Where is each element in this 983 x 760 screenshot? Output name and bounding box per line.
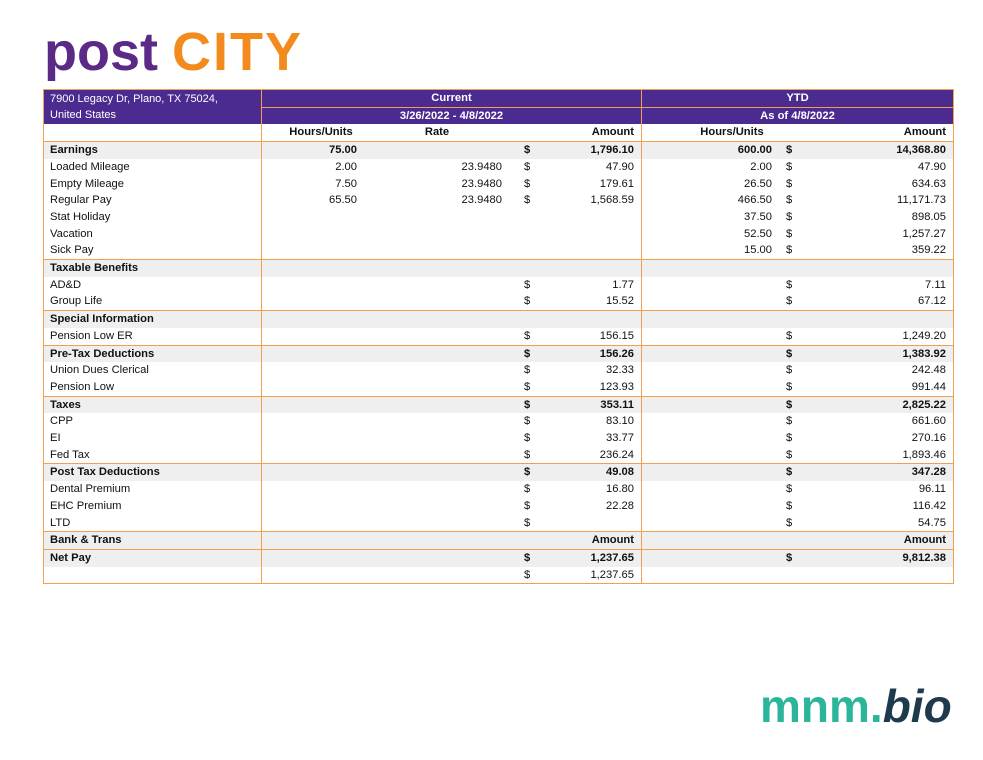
- row-description: Group Life: [44, 293, 262, 310]
- ytd-dollar-sign: $: [786, 448, 793, 461]
- current-rate: 23.9480: [461, 160, 502, 173]
- current-dollar-sign: $: [524, 278, 531, 291]
- current-cell: [262, 515, 642, 532]
- ytd-amount: 1,893.46: [902, 448, 946, 461]
- current-amount: 156.15: [599, 329, 634, 342]
- table-row: [44, 532, 954, 550]
- table-row: [44, 362, 954, 379]
- ytd-cell: [642, 142, 954, 159]
- current-amount: 236.24: [599, 448, 634, 461]
- ytd-amount: 898.05: [911, 210, 946, 223]
- row-description: Empty Mileage: [44, 176, 262, 193]
- ytd-dollar-sign: $: [786, 551, 793, 564]
- ytd-amount: 359.22: [911, 244, 946, 257]
- ytd-hours: 52.50: [744, 227, 772, 240]
- current-amount: 22.28: [606, 499, 634, 512]
- ytd-amount: 7.11: [925, 278, 946, 291]
- row-description: Sick Pay: [44, 242, 262, 259]
- row-description: Taxes: [44, 396, 262, 413]
- row-description: AD&D: [44, 277, 262, 294]
- col-amount: Amount: [591, 126, 634, 139]
- row-description: Fed Tax: [44, 447, 262, 464]
- ytd-amount: 47.90: [918, 160, 946, 173]
- mnm-logo-part1: mnm.: [760, 680, 883, 732]
- mnm-bio-logo: [760, 678, 952, 734]
- current-dollar-sign: $: [524, 144, 531, 157]
- table-row: [44, 293, 954, 310]
- table-row: [44, 159, 954, 176]
- current-hours: 75.00: [329, 144, 357, 157]
- ytd-amount: 242.48: [911, 364, 946, 377]
- row-description: Union Dues Clerical: [44, 362, 262, 379]
- row-description: LTD: [44, 515, 262, 532]
- current-cell: [262, 379, 642, 396]
- table-row: [44, 481, 954, 498]
- current-dollar-sign: $: [524, 499, 531, 512]
- col-ytd-hours-units: Hours/Units: [700, 126, 764, 139]
- current-amount: 1.77: [612, 278, 634, 291]
- ytd-amount: 1,249.20: [902, 329, 946, 342]
- row-description: Pension Low ER: [44, 328, 262, 345]
- table-row: [44, 396, 954, 413]
- ytd-hours: 15.00: [744, 244, 772, 257]
- current-cell: [262, 192, 642, 209]
- current-amount: 83.10: [606, 415, 634, 428]
- ytd-dollar-sign: $: [786, 483, 793, 496]
- current-amount: 179.61: [599, 177, 634, 190]
- ytd-dollar-sign: $: [786, 295, 793, 308]
- table-row: [44, 226, 954, 243]
- current-dollar-sign: $: [524, 329, 531, 342]
- row-description: Taxable Benefits: [44, 260, 262, 277]
- current-cell: [262, 260, 642, 277]
- current-cell: [262, 226, 642, 243]
- current-dollar-sign: $: [524, 364, 531, 377]
- ytd-cell: [642, 226, 954, 243]
- ytd-cell: [642, 311, 954, 328]
- ytd-cell: [642, 192, 954, 209]
- ytd-dollar-sign: $: [786, 177, 793, 190]
- current-cell: [262, 498, 642, 515]
- row-description: Regular Pay: [44, 192, 262, 209]
- row-description: EI: [44, 430, 262, 447]
- table-row: [44, 328, 954, 345]
- current-dollar-sign: $: [524, 398, 531, 411]
- ytd-dollar-sign: $: [786, 499, 793, 512]
- row-description: EHC Premium: [44, 498, 262, 515]
- current-amount: 353.11: [600, 398, 634, 411]
- table-row: [44, 379, 954, 396]
- ytd-amount: 661.60: [911, 415, 946, 428]
- current-dollar-sign: $: [524, 194, 531, 207]
- ytd-amount: 347.28: [911, 466, 946, 479]
- row-description: Earnings: [44, 142, 262, 159]
- current-amount: 49.08: [606, 466, 634, 479]
- current-amount: 16.80: [606, 483, 634, 496]
- ytd-hours: 37.50: [744, 210, 772, 223]
- ytd-amount: 67.12: [918, 295, 946, 308]
- row-description: Loaded Mileage: [44, 159, 262, 176]
- ytd-dollar-sign: $: [786, 398, 793, 411]
- current-dollar-sign: $: [524, 568, 531, 581]
- row-description: CPP: [44, 413, 262, 430]
- current-cell: [262, 464, 642, 481]
- ytd-cell: [642, 159, 954, 176]
- current-cell: [262, 142, 642, 159]
- ytd-cell: [642, 464, 954, 481]
- ytd-cell: [642, 209, 954, 226]
- ytd-amount: 54.75: [918, 516, 946, 529]
- current-dollar-sign: $: [524, 347, 531, 360]
- current-cell: [262, 532, 642, 550]
- current-cell: [262, 481, 642, 498]
- col-ytd-amount: Amount: [903, 126, 946, 139]
- col-hours-units: Hours/Units: [289, 126, 353, 139]
- current-rate: 23.9480: [461, 177, 502, 190]
- table-row: [44, 277, 954, 294]
- row-description: Pension Low: [44, 379, 262, 396]
- current-dollar-sign: $: [524, 160, 531, 173]
- row-description: Net Pay: [44, 549, 262, 566]
- ytd-cell: [642, 481, 954, 498]
- current-dollar-sign: $: [524, 551, 531, 564]
- ytd-amount: 96.11: [918, 483, 946, 496]
- column-header-row: [44, 124, 954, 141]
- table-row: [44, 260, 954, 277]
- current-hours: 2.00: [335, 160, 357, 173]
- current-cell: [262, 277, 642, 294]
- current-cell: [262, 567, 642, 584]
- ytd-cell: [642, 176, 954, 193]
- table-row: [44, 430, 954, 447]
- ytd-amount: 270.16: [911, 432, 946, 445]
- current-amount: 1,237.65: [590, 551, 634, 564]
- ytd-cell: [642, 549, 954, 566]
- row-description: Post Tax Deductions: [44, 464, 262, 481]
- table-row: [44, 142, 954, 159]
- ytd-cell: [642, 498, 954, 515]
- table-row: [44, 498, 954, 515]
- current-cell: [262, 311, 642, 328]
- ytd-amount: 14,368.80: [896, 144, 946, 157]
- table-row: [44, 567, 954, 584]
- current-dollar-sign: $: [524, 466, 531, 479]
- current-hours: 65.50: [329, 194, 357, 207]
- current-amount: Amount: [591, 534, 634, 547]
- current-dollar-sign: $: [524, 516, 531, 529]
- ytd-hours: 2.00: [750, 160, 772, 173]
- current-cell: [262, 159, 642, 176]
- ytd-cell: [642, 345, 954, 362]
- ytd-hours: 26.50: [744, 177, 772, 190]
- ytd-cell: [642, 413, 954, 430]
- ytd-amount: 1,383.92: [902, 347, 946, 360]
- ytd-cell: [642, 293, 954, 310]
- ytd-cell: [642, 515, 954, 532]
- ytd-dollar-sign: $: [786, 210, 793, 223]
- ytd-header: YTD: [642, 90, 954, 108]
- ytd-amount: 116.42: [912, 499, 946, 512]
- row-description: Pre-Tax Deductions: [44, 345, 262, 362]
- current-header: Current: [262, 90, 642, 108]
- ytd-cell: [642, 277, 954, 294]
- current-cell: [262, 413, 642, 430]
- ytd-cell: [642, 328, 954, 345]
- logo-city-text: CITY: [172, 22, 304, 82]
- table-row: [44, 549, 954, 566]
- current-cell: [262, 242, 642, 259]
- ytd-cell: [642, 396, 954, 413]
- current-amount: 1,796.10: [590, 144, 634, 157]
- ytd-dollar-sign: $: [786, 380, 793, 393]
- ytd-cell: [642, 430, 954, 447]
- ytd-amount: 1,257.27: [902, 227, 946, 240]
- current-amount: 156.26: [599, 347, 634, 360]
- current-cell: [262, 293, 642, 310]
- current-amount: 32.33: [606, 364, 634, 377]
- current-cell: [262, 345, 642, 362]
- table-row: [44, 209, 954, 226]
- ytd-dollar-sign: $: [786, 160, 793, 173]
- current-dollar-sign: $: [524, 295, 531, 308]
- ytd-cell: [642, 260, 954, 277]
- current-hours: 7.50: [335, 177, 357, 190]
- ytd-dollar-sign: $: [786, 347, 793, 360]
- pay-rows: [44, 142, 954, 584]
- col-rate: Rate: [424, 126, 450, 139]
- ytd-dollar-sign: $: [786, 415, 793, 428]
- current-amount: 47.90: [606, 160, 634, 173]
- table-row: [44, 515, 954, 532]
- ytd-amount: 991.44: [911, 380, 946, 393]
- ytd-amount: 11,171.73: [897, 194, 946, 207]
- current-dollar-sign: $: [524, 415, 531, 428]
- current-cell: [262, 549, 642, 566]
- ytd-amount: 2,825.22: [902, 398, 946, 411]
- row-description: Vacation: [44, 226, 262, 243]
- current-amount: 15.52: [606, 295, 634, 308]
- ytd-cell: [642, 362, 954, 379]
- table-row: [44, 413, 954, 430]
- ytd-dollar-sign: $: [786, 329, 793, 342]
- ytd-dollar-sign: $: [786, 244, 793, 257]
- current-rate: 23.9480: [461, 194, 502, 207]
- ytd-dollar-sign: $: [786, 516, 793, 529]
- table-row: [44, 345, 954, 362]
- current-amount: 1,568.59: [590, 194, 634, 207]
- ytd-amount: Amount: [903, 534, 946, 547]
- current-amount: 33.77: [606, 432, 634, 445]
- address-line-1: 7900 Legacy Dr, Plano, TX 75024,: [50, 92, 218, 105]
- current-cell: [262, 209, 642, 226]
- row-description: [44, 567, 262, 584]
- row-description: Dental Premium: [44, 481, 262, 498]
- current-dollar-sign: $: [524, 448, 531, 461]
- current-period: 3/26/2022 - 4/8/2022: [262, 107, 642, 124]
- table-row: [44, 447, 954, 464]
- ytd-dollar-sign: $: [786, 278, 793, 291]
- current-amount: 1,237.65: [590, 568, 634, 581]
- ytd-cell: [642, 532, 954, 550]
- ytd-dollar-sign: $: [786, 144, 793, 157]
- current-cell: [262, 362, 642, 379]
- current-dollar-sign: $: [524, 483, 531, 496]
- current-cell: [262, 396, 642, 413]
- current-cell: [262, 176, 642, 193]
- current-dollar-sign: $: [524, 177, 531, 190]
- ytd-dollar-sign: $: [786, 194, 793, 207]
- ytd-cell: [642, 379, 954, 396]
- row-description: Bank & Trans: [44, 532, 262, 550]
- row-description: Special Information: [44, 311, 262, 328]
- ytd-amount: 9,812.38: [902, 551, 946, 564]
- pay-stub-table: [43, 89, 954, 584]
- current-dollar-sign: $: [524, 380, 531, 393]
- mnm-logo-part2: bio: [882, 680, 952, 732]
- ytd-cell: [642, 567, 954, 584]
- ytd-cell: [642, 447, 954, 464]
- current-cell: [262, 328, 642, 345]
- address-line-2: United States: [50, 109, 117, 122]
- ytd-hours: 466.50: [737, 194, 772, 207]
- current-amount: 123.93: [599, 380, 634, 393]
- logo-post-text: post: [44, 22, 158, 82]
- ytd-dollar-sign: $: [786, 466, 793, 479]
- ytd-dollar-sign: $: [786, 364, 793, 377]
- current-dollar-sign: $: [524, 432, 531, 445]
- ytd-period: As of 4/8/2022: [642, 107, 954, 124]
- current-cell: [262, 430, 642, 447]
- current-cell: [262, 447, 642, 464]
- employer-address: [44, 90, 262, 125]
- table-row: [44, 242, 954, 259]
- ytd-dollar-sign: $: [786, 227, 793, 240]
- ytd-dollar-sign: $: [786, 432, 793, 445]
- row-description: Stat Holiday: [44, 209, 262, 226]
- table-row: [44, 176, 954, 193]
- table-row: [44, 192, 954, 209]
- table-row: [44, 464, 954, 481]
- table-row: [44, 311, 954, 328]
- ytd-hours: 600.00: [737, 144, 772, 157]
- ytd-cell: [642, 242, 954, 259]
- ytd-amount: 634.63: [911, 177, 946, 190]
